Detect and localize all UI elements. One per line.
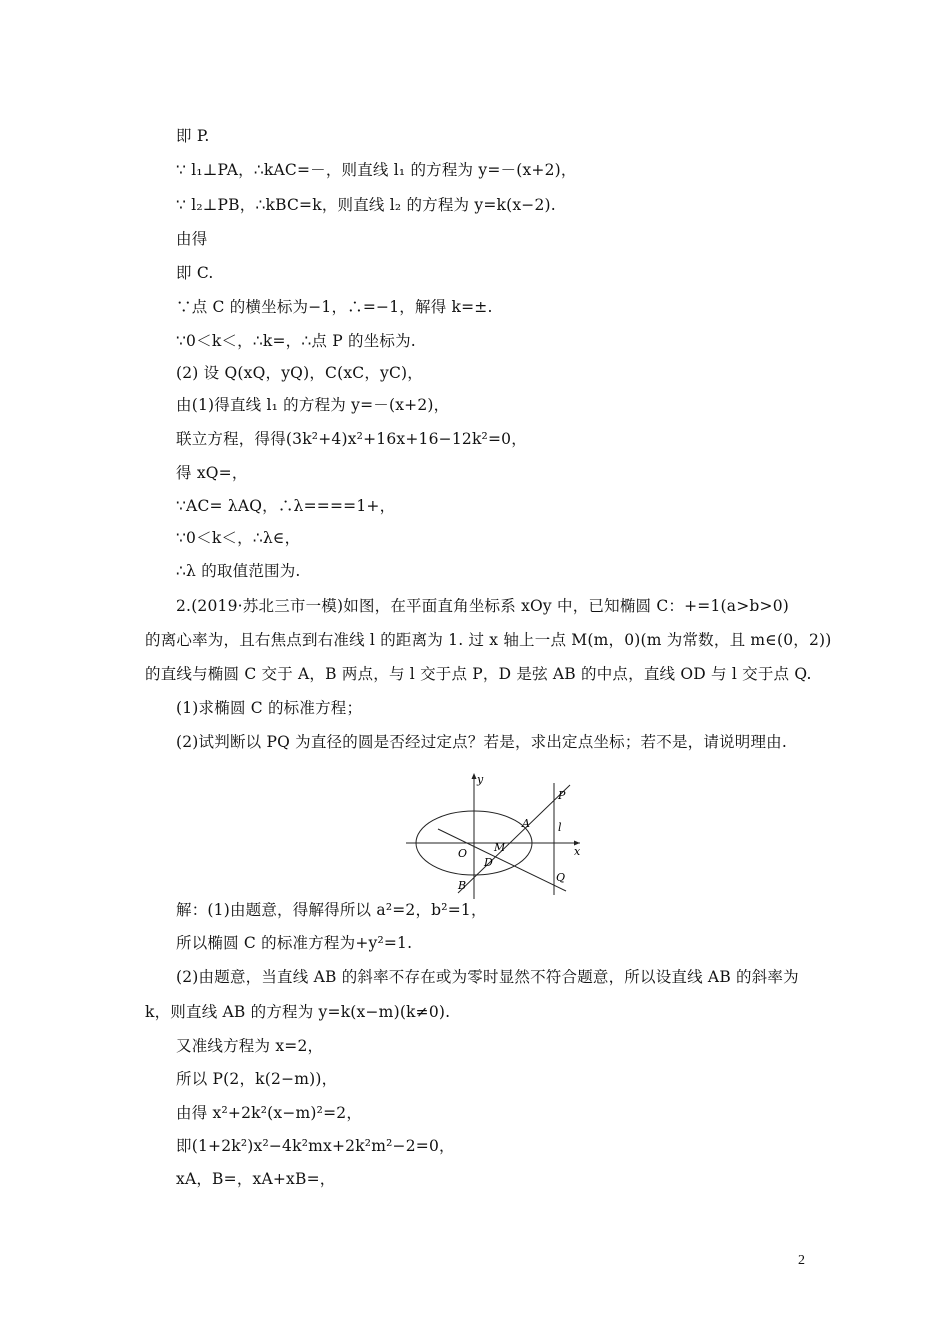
text-line: 即 C. — [176, 264, 214, 282]
label-b: B — [458, 879, 467, 892]
solution-line: 所以椭圆 C 的标准方程为+y²=1. — [176, 934, 413, 952]
label-l: l — [558, 821, 562, 834]
text-line: ∵ l₂⊥PB，∴kBC=k，则直线 l₂ 的方程为 y=k(x−2). — [176, 196, 556, 214]
text-line: ∵ l₁⊥PA，∴kAC=－，则直线 l₁ 的方程为 y=－(x+2)， — [176, 161, 577, 179]
solution-line: 所以 P(2，k(2−m))， — [176, 1070, 338, 1088]
solution-line: xA，B=，xA+xB=， — [176, 1170, 336, 1188]
text-line: 由(1)得直线 l₁ 的方程为 y=－(x+2)， — [176, 396, 450, 414]
label-a: A — [522, 817, 530, 830]
text-line: ∵点 C 的横坐标为−1，∴=−1，解得 k=±. — [176, 298, 493, 316]
line-ab — [458, 785, 570, 893]
label-m: M — [494, 841, 506, 854]
label-d: D — [484, 856, 493, 869]
text-line: 联立方程，得得(3k²+4)x²+16x+16−12k²=0， — [176, 430, 527, 448]
text-line: ∵0＜k＜，∴k=，∴点 P 的坐标为. — [176, 332, 416, 350]
text-line: 得 xQ=， — [176, 464, 248, 482]
solution-line: 由得 x²+2k²(x−m)²=2， — [176, 1104, 363, 1122]
y-axis-arrow — [472, 773, 477, 779]
solution-line: 即(1+2k²)x²−4k²mx+2k²m²−2=0， — [176, 1137, 455, 1155]
problem-line: 2.(2019·苏北三市一模)如图，在平面直角坐标系 xOy 中，已知椭圆 C：+=1(a>b>0) — [176, 597, 790, 615]
solution-line: 又准线方程为 x=2， — [176, 1037, 324, 1055]
problem-line: 的直线与椭圆 C 交于 A，B 两点，与 l 交于点 P，D 是弦 AB 的中点，直线 OD 与 l 交于点 Q. — [145, 665, 812, 683]
label-p: P — [558, 789, 566, 802]
label-y: y — [477, 773, 484, 786]
problem-line: (1)求椭圆 C 的标准方程； — [176, 699, 363, 717]
text-line: (2) 设 Q(xQ，yQ)，C(xC，yC)， — [176, 364, 423, 382]
text-line: ∵0＜k＜，∴λ∈， — [176, 529, 301, 547]
label-o: O — [458, 847, 468, 860]
text-line: ∵AC= λAQ，∴λ====1+， — [176, 497, 396, 515]
label-q: Q — [556, 871, 566, 884]
page-number: 2 — [798, 1253, 805, 1268]
solution-line: k，则直线 AB 的方程为 y=k(x−m)(k≠0). — [145, 1003, 451, 1021]
text-line: 即 P. — [176, 127, 210, 145]
text-line: 由得 — [176, 230, 208, 248]
ellipse-diagram — [398, 758, 588, 914]
problem-line: (2)试判断以 PQ 为直径的圆是否经过定点？若是，求出定点坐标；若不是，请说明理由. — [176, 733, 787, 751]
problem-line: 的离心率为，且右焦点到右准线 l 的距离为 1. 过 x 轴上一点 M(m，0)(m 为常数，且 m∈(0，2)) — [145, 631, 832, 649]
solution-line: (2)由题意，当直线 AB 的斜率不存在或为零时显然不符合题意，所以设直线 AB 的斜率为 — [176, 968, 799, 986]
text-line: ∴λ 的取值范围为. — [176, 562, 301, 580]
label-x: x — [574, 845, 581, 858]
solution-line: 解：(1)由题意，得解得所以 a²=2，b²=1， — [176, 901, 487, 919]
